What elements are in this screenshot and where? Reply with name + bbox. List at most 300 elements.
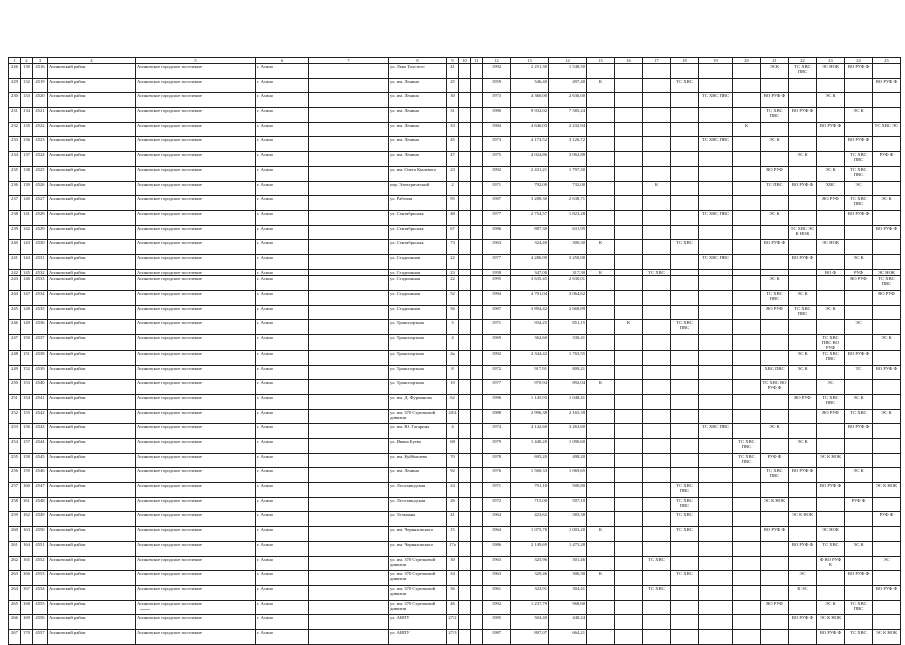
table-cell: ул. им. Куйбышева <box>389 453 447 468</box>
table-cell <box>671 556 699 571</box>
column-number: 12 <box>483 58 511 64</box>
table-row <box>9 380 901 395</box>
table-cell: ЭС К <box>761 276 789 291</box>
table-cell: 917,91 <box>511 365 549 380</box>
table-cell: 3 064,62 <box>549 290 587 305</box>
table-cell <box>699 276 733 291</box>
table-cell <box>471 394 483 409</box>
table-cell <box>671 394 699 409</box>
table-cell <box>615 439 643 454</box>
table-cell <box>471 556 483 571</box>
table-cell: Асиновское городское поселение <box>136 571 256 586</box>
table-cell <box>459 409 471 424</box>
table-cell: ул. им. Д. Фурманова <box>389 394 447 409</box>
table-cell <box>309 615 389 630</box>
table-cell: ТС ХВС <box>845 409 873 424</box>
table-cell <box>761 152 789 167</box>
table-cell: РУФ <box>845 269 873 276</box>
table-cell <box>615 512 643 527</box>
table-cell: 243 <box>9 276 21 291</box>
table-cell: 9 932,02 <box>511 108 549 123</box>
table-cell: ТС ХВС ПВС <box>761 290 789 305</box>
table-cell <box>733 290 761 305</box>
table-cell: К <box>587 269 615 276</box>
table-cell <box>671 453 699 468</box>
table-cell <box>733 320 761 335</box>
table-cell: Асиновское городское поселение <box>136 615 256 630</box>
table-cell <box>873 541 901 556</box>
table-cell <box>309 409 389 424</box>
table-cell <box>699 600 733 615</box>
table-cell: ТС ХВС ВО РУФ Ф <box>761 380 789 395</box>
table-cell: ТС ХВС ПВС <box>789 305 817 320</box>
table-cell: 235 <box>9 166 21 181</box>
table-cell: 130 <box>21 64 33 79</box>
table-cell: 137 <box>21 152 33 167</box>
table-cell <box>471 181 483 196</box>
table-cell: 1992 <box>483 350 511 365</box>
table-cell: РУФ Ф <box>873 512 901 527</box>
table-row <box>9 276 901 291</box>
table-cell: РУФ Ф <box>873 152 901 167</box>
table-cell: 500,80 <box>549 483 587 498</box>
table-cell: 164 <box>21 541 33 556</box>
table-cell: ЭС К <box>789 350 817 365</box>
table-cell <box>699 439 733 454</box>
table-cell <box>587 365 615 380</box>
table-cell: 248 <box>9 350 21 365</box>
column-number: 6 <box>256 58 309 64</box>
table-cell: 253 <box>9 424 21 439</box>
table-cell: 4 <box>447 424 459 439</box>
table-cell: 1992 <box>483 166 511 181</box>
table-cell: 154 <box>21 394 33 409</box>
table-cell <box>699 394 733 409</box>
table-cell: 153 <box>21 380 33 395</box>
table-cell: ТС ХВС ПВС <box>699 93 733 108</box>
table-cell <box>789 497 817 512</box>
table-cell: 4526 <box>33 181 48 196</box>
column-number: 7 <box>309 58 389 64</box>
table-cell <box>587 137 615 152</box>
table-cell <box>873 108 901 123</box>
table-cell: 52 <box>447 290 459 305</box>
table-cell <box>459 365 471 380</box>
table-cell: 62 <box>447 394 459 409</box>
table-cell: 507,10 <box>549 497 587 512</box>
table-cell: ул. Лесозаводская <box>389 483 447 498</box>
table-cell <box>817 468 845 483</box>
table-cell: Асиновское городское поселение <box>136 512 256 527</box>
table-cell: 4542 <box>33 409 48 424</box>
table-cell: 92 <box>447 468 459 483</box>
table-cell: ВО РУФ Ф <box>873 78 901 93</box>
table-cell <box>615 629 643 644</box>
table-cell <box>587 152 615 167</box>
table-cell: ХВС <box>817 181 845 196</box>
table-cell: 230 <box>9 93 21 108</box>
table-cell: 141 <box>21 210 33 225</box>
table-cell: 1964 <box>483 512 511 527</box>
table-cell <box>873 380 901 395</box>
table-cell <box>471 93 483 108</box>
table-cell: ТС ХВС <box>671 78 699 93</box>
table-cell <box>643 254 671 269</box>
table-cell: г. Асино <box>256 137 309 152</box>
table-cell: 1971 <box>483 483 511 498</box>
table-cell <box>459 254 471 269</box>
table-cell: ТС ХВС ПВС <box>699 210 733 225</box>
table-row <box>9 556 901 571</box>
table-cell <box>789 600 817 615</box>
table-cell: 25 <box>447 78 459 93</box>
table-row <box>9 225 901 240</box>
table-cell: 4527 <box>33 196 48 211</box>
table-cell: ул. Стадионная <box>389 269 447 276</box>
table-cell: 1 090,60 <box>549 439 587 454</box>
table-cell: Асиновский район <box>48 254 136 269</box>
table-cell <box>643 394 671 409</box>
table-cell <box>615 365 643 380</box>
table-cell: ул. им. 370 Стрелковой дивизии <box>389 556 447 571</box>
table-cell <box>699 468 733 483</box>
table-cell: ВО РУФ Ф <box>761 527 789 542</box>
table-cell <box>671 334 699 350</box>
table-cell <box>459 276 471 291</box>
table-cell <box>643 380 671 395</box>
column-number: 23 <box>817 58 845 64</box>
table-cell: ТС ХВС <box>671 571 699 586</box>
table-cell <box>671 424 699 439</box>
table-cell <box>733 615 761 630</box>
table-cell <box>761 350 789 365</box>
table-row <box>9 615 901 630</box>
table-cell <box>761 571 789 586</box>
table-cell <box>309 166 389 181</box>
table-cell <box>309 108 389 123</box>
table-cell <box>309 350 389 365</box>
table-cell: ВО РУФ Ф <box>873 365 901 380</box>
table-cell: ЭС <box>873 556 901 571</box>
table-cell: 20/4 <box>447 409 459 424</box>
table-cell: 1987 <box>483 196 511 211</box>
table-cell <box>733 380 761 395</box>
table-cell: 152 <box>21 365 33 380</box>
table-cell <box>761 254 789 269</box>
table-cell <box>643 424 671 439</box>
table-cell: 1 440,20 <box>511 439 549 454</box>
table-cell <box>309 225 389 240</box>
table-cell: Асиновское городское поселение <box>136 152 256 167</box>
table-row <box>9 254 901 269</box>
table-cell: 4555 <box>33 600 48 615</box>
table-cell: 4520 <box>33 93 48 108</box>
table-cell: ТС ХВС ПВС <box>789 64 817 79</box>
table-cell: ЭС К НОК <box>761 497 789 512</box>
table-cell: ул. им. Ленина <box>389 152 447 167</box>
table-cell <box>459 108 471 123</box>
table-cell: Асиновское городское поселение <box>136 225 256 240</box>
table-cell: Асиновский район <box>48 166 136 181</box>
table-cell: К <box>587 571 615 586</box>
table-cell: г. Асино <box>256 254 309 269</box>
table-cell <box>643 122 671 137</box>
table-row <box>9 64 901 79</box>
table-cell: 7 585,24 <box>549 108 587 123</box>
table-cell <box>471 600 483 615</box>
table-cell <box>873 394 901 409</box>
table-cell <box>309 424 389 439</box>
table-cell: Асиновский район <box>48 240 136 255</box>
table-cell: 251 <box>9 394 21 409</box>
table-cell: Асиновский район <box>48 305 136 320</box>
table-cell: Асиновский район <box>48 394 136 409</box>
table-cell: 261 <box>9 541 21 556</box>
column-number: 22 <box>789 58 817 64</box>
table-cell <box>615 600 643 615</box>
table-cell <box>761 629 789 644</box>
table-cell <box>733 240 761 255</box>
table-row <box>9 394 901 409</box>
table-cell <box>615 394 643 409</box>
table-cell: Асиновское городское поселение <box>136 585 256 600</box>
table-cell: Асиновское городское поселение <box>136 424 256 439</box>
table-cell: ТС ХВС <box>671 240 699 255</box>
table-cell <box>671 137 699 152</box>
table-cell: 851,15 <box>549 320 587 335</box>
table-cell: 1 237,79 <box>511 600 549 615</box>
table-cell: Асиновский район <box>48 615 136 630</box>
table-cell: ул. Стадионная <box>389 254 447 269</box>
table-cell <box>789 122 817 137</box>
table-cell: ЭС К <box>817 305 845 320</box>
table-cell: 715,00 <box>511 497 549 512</box>
table-cell <box>789 93 817 108</box>
table-cell: 15 <box>447 527 459 542</box>
table-cell <box>845 122 873 137</box>
table-cell <box>587 225 615 240</box>
table-cell: Асиновский район <box>48 137 136 152</box>
table-cell <box>643 276 671 291</box>
table-cell <box>643 290 671 305</box>
table-cell: 136 <box>21 137 33 152</box>
table-cell: ЭС К <box>845 108 873 123</box>
table-cell: ТС ХВС <box>671 512 699 527</box>
table-cell: ТС ХВС ПВС <box>733 453 761 468</box>
table-cell: Асиновское городское поселение <box>136 240 256 255</box>
table-cell <box>471 365 483 380</box>
table-cell: 809,21 <box>549 365 587 380</box>
table-cell <box>615 181 643 196</box>
table-cell <box>309 152 389 167</box>
table-cell: ВО РУФ Ф <box>817 122 845 137</box>
table-cell: ул. Транспортная <box>389 380 447 395</box>
table-cell: ул. им. Олега Кошевого <box>389 166 447 181</box>
table-cell: 4531 <box>33 254 48 269</box>
table-cell: 1974 <box>483 424 511 439</box>
table-cell <box>761 585 789 600</box>
table-row <box>9 320 901 335</box>
table-row <box>9 541 901 556</box>
table-cell: ВО РУФ Ф <box>873 585 901 600</box>
table-cell <box>643 483 671 498</box>
table-cell: ВО РУФ Ф <box>845 350 873 365</box>
table-row <box>9 468 901 483</box>
table-cell: 133 <box>21 93 33 108</box>
table-cell <box>845 453 873 468</box>
table-cell <box>671 541 699 556</box>
table-row <box>9 365 901 380</box>
table-cell: Асиновский район <box>48 196 136 211</box>
table-cell <box>587 166 615 181</box>
table-cell <box>761 122 789 137</box>
table-cell <box>615 556 643 571</box>
table-row <box>9 290 901 305</box>
table-cell <box>789 137 817 152</box>
table-cell <box>471 409 483 424</box>
table-cell: 791,10 <box>511 483 549 498</box>
table-cell <box>817 276 845 291</box>
table-cell: ЭС К <box>789 365 817 380</box>
table-cell <box>459 122 471 137</box>
table-cell <box>615 380 643 395</box>
table-cell: Асиновское городское поселение <box>136 210 256 225</box>
table-cell: ул. Сентябрьская <box>389 240 447 255</box>
table-cell <box>761 225 789 240</box>
table-cell <box>789 196 817 211</box>
table-cell <box>459 137 471 152</box>
column-number: 24 <box>845 58 873 64</box>
table-cell: 166 <box>21 571 33 586</box>
table-cell: ТС ХВС ПВС <box>817 394 845 409</box>
table-cell <box>789 629 817 644</box>
table-cell: 1978 <box>483 453 511 468</box>
table-cell: 4545 <box>33 453 48 468</box>
table-cell: 1973 <box>483 93 511 108</box>
table-cell: 4522 <box>33 122 48 137</box>
table-cell <box>699 571 733 586</box>
table-cell: 3 894,42 <box>511 305 549 320</box>
table-cell <box>309 571 389 586</box>
table-row <box>9 600 901 615</box>
table-cell <box>671 122 699 137</box>
table-cell <box>699 290 733 305</box>
table-cell <box>733 365 761 380</box>
table-cell: 4557 <box>33 629 48 644</box>
table-cell <box>615 225 643 240</box>
column-number: 10 <box>459 58 471 64</box>
table-row <box>9 453 901 468</box>
table-cell <box>699 334 733 350</box>
table-cell <box>471 497 483 512</box>
table-cell: 1985 <box>483 615 511 630</box>
table-cell <box>817 571 845 586</box>
table-cell: 36 <box>447 585 459 600</box>
table-cell: г. Асино <box>256 424 309 439</box>
table-cell: К <box>615 320 643 335</box>
table-cell: 226 <box>9 64 21 79</box>
table-cell: ул. Стадионная <box>389 290 447 305</box>
table-cell <box>459 439 471 454</box>
table-cell <box>789 334 817 350</box>
table-cell: 4 791,04 <box>511 290 549 305</box>
table-cell <box>587 196 615 211</box>
table-cell: Асиновское городское поселение <box>136 196 256 211</box>
table-cell: 546,40 <box>511 78 549 93</box>
table-cell <box>459 541 471 556</box>
table-cell: ЭС <box>845 181 873 196</box>
table-row <box>9 483 901 498</box>
table-cell: К <box>587 380 615 395</box>
table-cell: Асиновское городское поселение <box>136 269 256 276</box>
table-cell <box>309 527 389 542</box>
table-cell: 4529 <box>33 225 48 240</box>
table-cell: Асиновское городское поселение <box>136 320 256 335</box>
table-cell <box>817 585 845 600</box>
table-cell <box>671 439 699 454</box>
table-cell: 1971 <box>483 320 511 335</box>
table-cell <box>459 210 471 225</box>
table-cell <box>873 439 901 454</box>
table-cell <box>615 166 643 181</box>
table-cell: Асиновский район <box>48 334 136 350</box>
column-number: 1 <box>9 58 21 64</box>
table-cell: 330,41 <box>549 334 587 350</box>
table-cell: ул. Лесозаводская <box>389 497 447 512</box>
table-cell: 304,41 <box>549 585 587 600</box>
table-cell: ВО РУФ <box>817 409 845 424</box>
table-cell <box>761 483 789 498</box>
table-cell: 2 668,89 <box>549 305 587 320</box>
table-cell: ЭС <box>789 571 817 586</box>
table-cell <box>671 365 699 380</box>
table-cell <box>309 497 389 512</box>
table-row <box>9 122 901 137</box>
table-cell: 150 <box>21 334 33 350</box>
table-cell: 4521 <box>33 108 48 123</box>
table-cell: 504,40 <box>511 615 549 630</box>
table-cell <box>471 439 483 454</box>
table-cell <box>471 350 483 365</box>
table-cell <box>587 483 615 498</box>
table-cell <box>459 527 471 542</box>
table-cell: 168 <box>21 600 33 615</box>
table-cell <box>845 615 873 630</box>
table-cell: г. Асино <box>256 409 309 424</box>
table-cell: ЭС <box>845 320 873 335</box>
table-cell: 2 251,30 <box>511 64 549 79</box>
table-cell: ул. Ивана Буева <box>389 439 447 454</box>
table-cell <box>615 615 643 630</box>
table-cell: 732,00 <box>549 181 587 196</box>
table-cell: 2 996,38 <box>511 409 549 424</box>
table-cell: ТС ХВС ПВС <box>699 254 733 269</box>
table-cell: ЭС <box>817 380 845 395</box>
table-cell <box>587 424 615 439</box>
table-cell: ул. им. Ленина <box>389 93 447 108</box>
table-cell: 347,00 <box>511 269 549 276</box>
table-cell <box>309 365 389 380</box>
table-cell: 1959 <box>483 78 511 93</box>
table-cell <box>873 240 901 255</box>
table-cell: 1979 <box>483 439 511 454</box>
table-cell: г. Асино <box>256 64 309 79</box>
table-cell: 4535 <box>33 305 48 320</box>
table-cell: Ф ВО РУФ К <box>817 556 845 571</box>
table-cell: 1988 <box>483 409 511 424</box>
table-cell <box>733 483 761 498</box>
table-cell: Асиновское городское поселение <box>136 78 256 93</box>
